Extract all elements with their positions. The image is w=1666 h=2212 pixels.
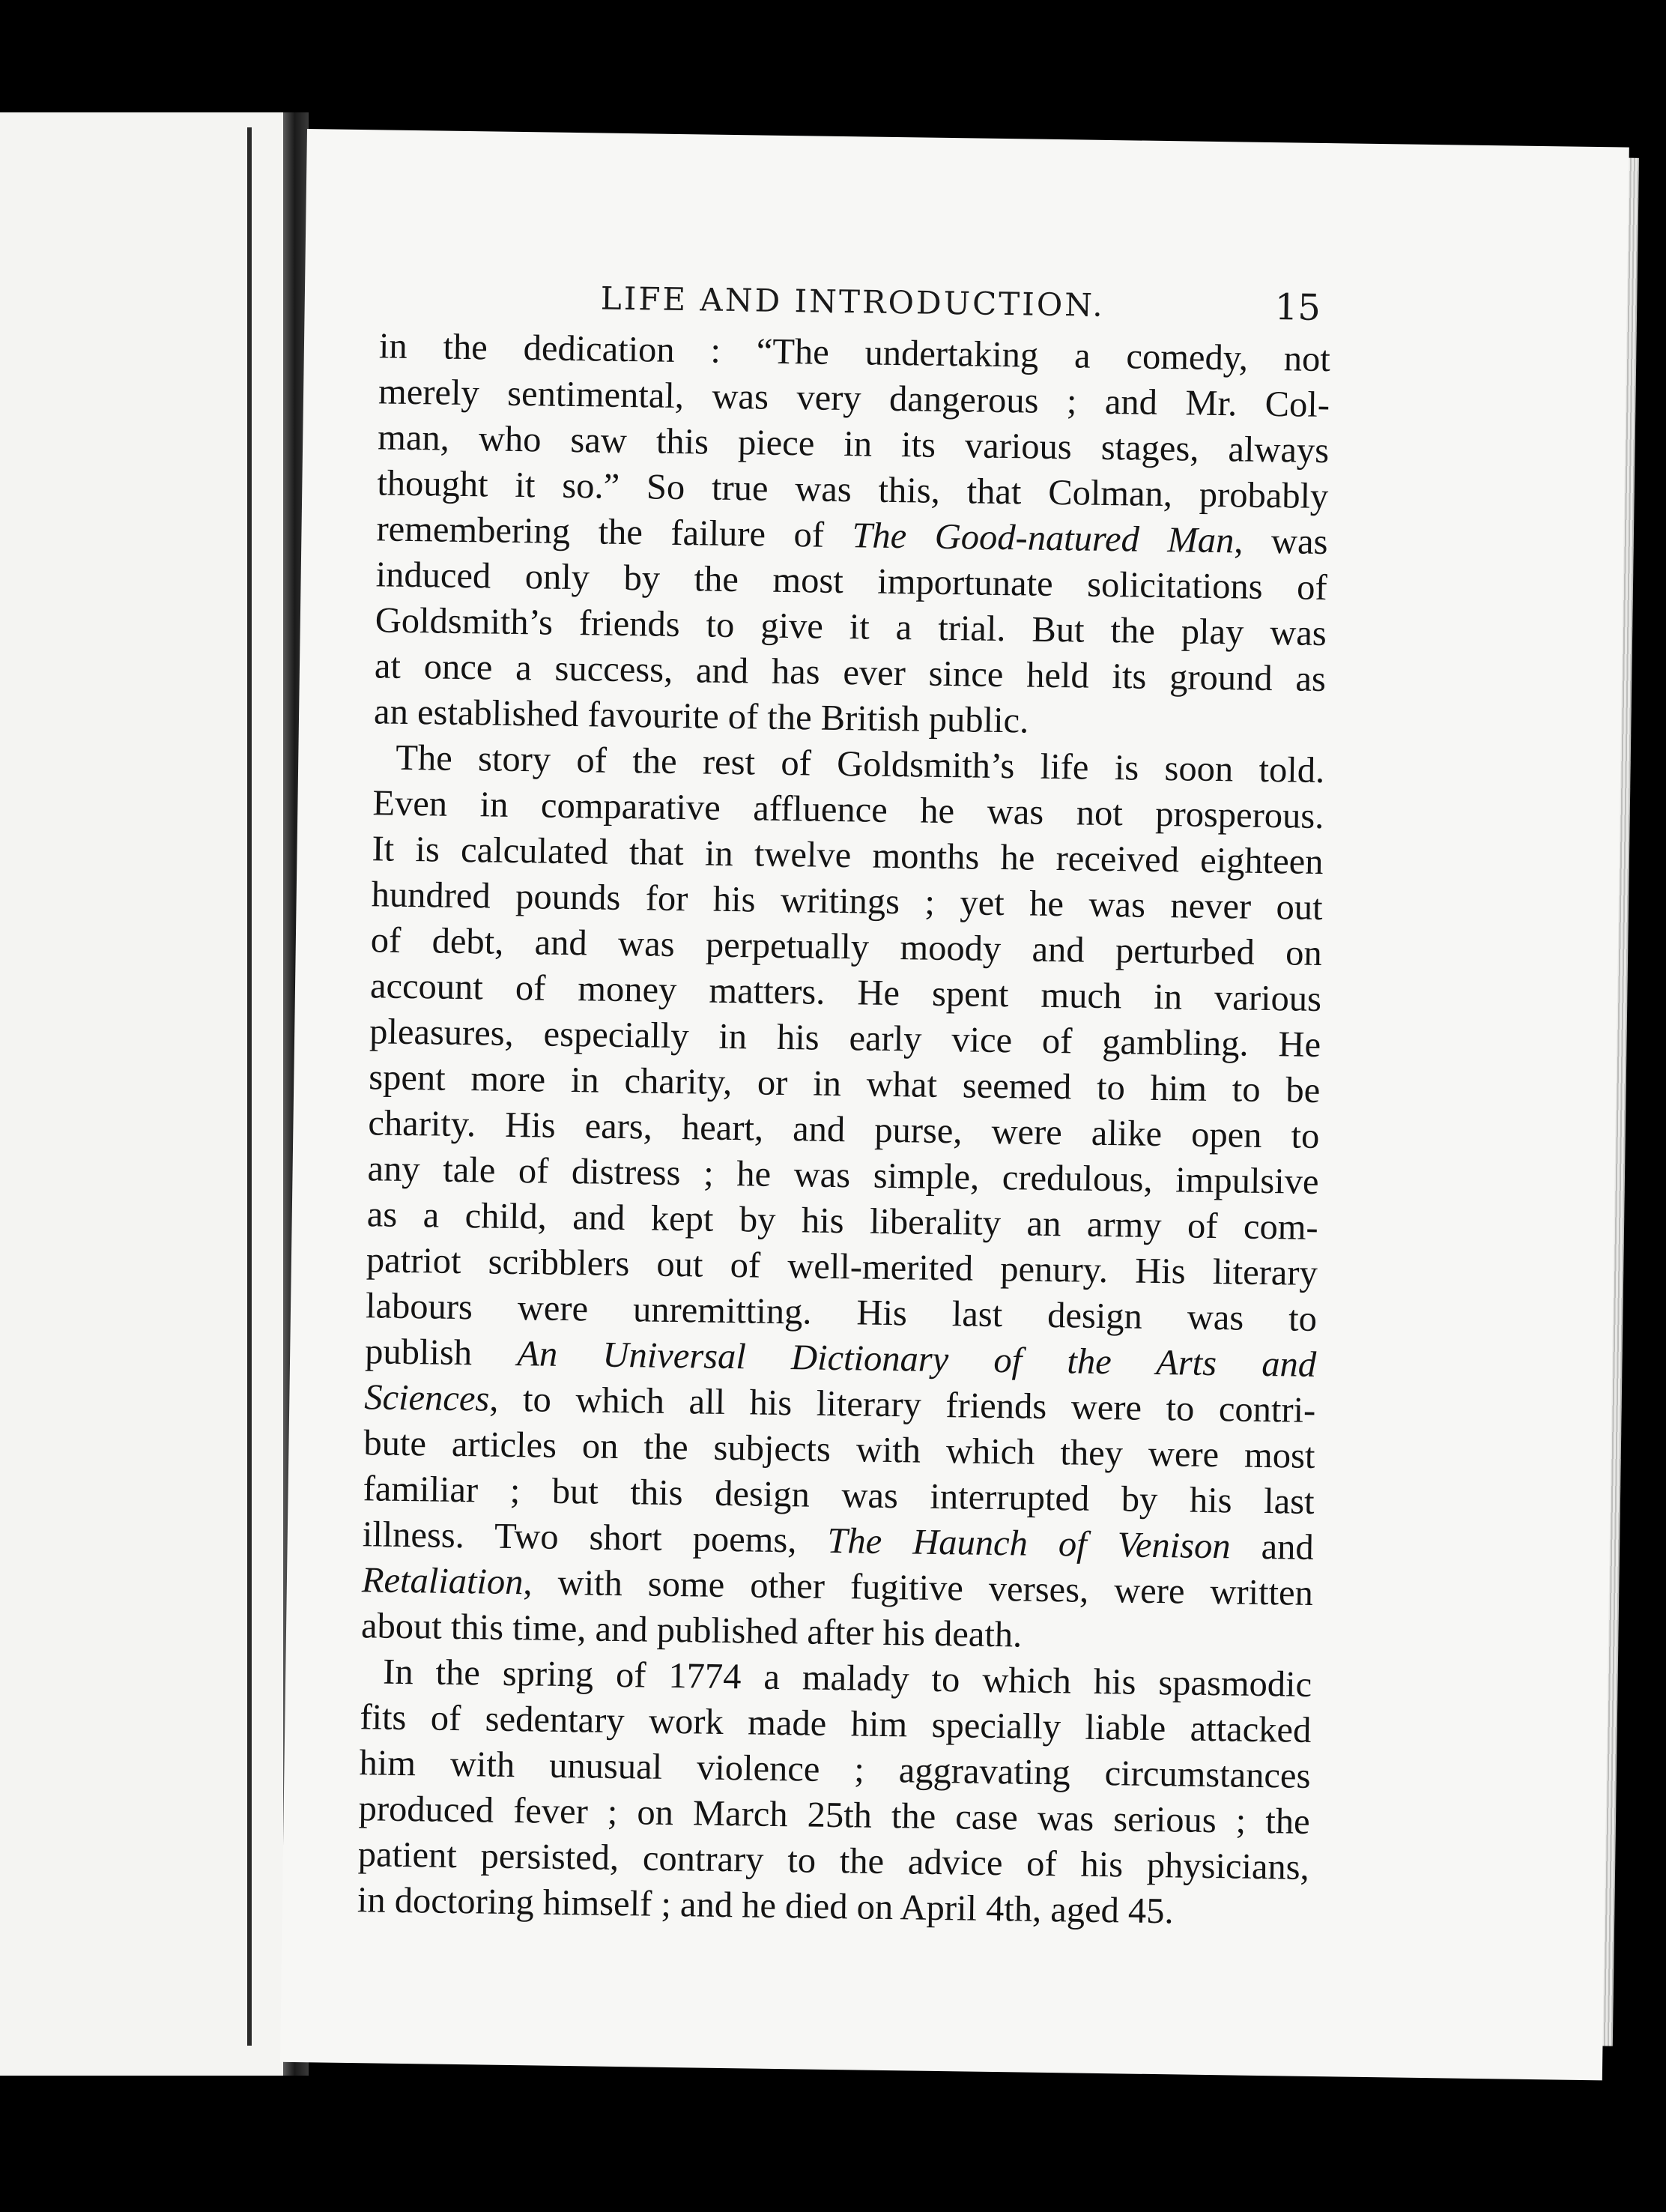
page-number: 15 bbox=[1274, 286, 1321, 329]
text-line: In the spring of 1774 a malady to which his spasmodic bbox=[382, 1652, 1312, 1705]
paragraph bbox=[357, 1649, 1312, 1936]
text-line: pleasures, especially in his early vice of gambling. He bbox=[369, 1012, 1321, 1066]
text-line: about this time, and published after his death. bbox=[360, 1606, 1023, 1655]
text-line: of debt, and was perpetually moody and perturbed on bbox=[370, 920, 1323, 974]
paragraph bbox=[361, 734, 1325, 1662]
text-line: charity. His ears, heart, and purse, were alike open to bbox=[368, 1103, 1320, 1156]
text-line: at once a success, and has ever since held its ground as bbox=[374, 646, 1327, 700]
running-head: LIFE AND INTRODUCTION. bbox=[600, 279, 1105, 324]
italic-title: Sciences bbox=[364, 1377, 490, 1419]
text-line: produced fever ; on March 25th the case was serious ; the bbox=[358, 1789, 1310, 1842]
text-line: spent more in charity, or in what seemed to him to be bbox=[368, 1057, 1321, 1111]
italic-title: The Good-natured Man bbox=[852, 516, 1235, 561]
italic-title: An Universal Dictionary of the Arts and bbox=[516, 1334, 1317, 1385]
right-text-page bbox=[280, 129, 1629, 2080]
text-line: familiar ; but this design was interrupted by his last bbox=[363, 1469, 1315, 1522]
text-line: induced only by the most importunate solicitations of bbox=[375, 554, 1327, 608]
text-line: any tale of distress ; he was simple, credulous, impulsive bbox=[367, 1149, 1319, 1202]
text-line: in doctoring himself ; and he died on April 4th, aged 45. bbox=[357, 1880, 1174, 1932]
text-line: thought it so.” So true was this, that Colman, probably bbox=[377, 463, 1329, 517]
body-text bbox=[357, 323, 1331, 1936]
text-line: It is calculated that in twelve months he received eighteen bbox=[372, 829, 1324, 883]
text-line: remembering the failure of The Good-natured Man, was bbox=[376, 509, 1328, 563]
text-line: patient persisted, contrary to the advice of his physicians, bbox=[357, 1834, 1310, 1888]
text-line: account of money matters. He spent much in various bbox=[369, 966, 1322, 1020]
text-line: Goldsmith’s friends to give it a trial. But the play was bbox=[375, 600, 1327, 654]
text-line: patriot scribblers out of well-merited penury. His literary bbox=[366, 1240, 1318, 1293]
left-blank-page bbox=[0, 112, 283, 2076]
italic-title: The Haunch of Venison bbox=[827, 1520, 1231, 1567]
text-line: Sciences, to which all his literary friends were to contri- bbox=[364, 1377, 1316, 1430]
text-line: illness. Two short poems, The Haunch of Venison and bbox=[362, 1514, 1315, 1568]
text-line: in the dedication : “The undertaking a comedy, not bbox=[378, 326, 1331, 380]
text-line: fits of sedentary work made him specially liable attacked bbox=[360, 1697, 1312, 1750]
text-line: The story of the rest of Goldsmith’s life is soon told. bbox=[395, 737, 1325, 791]
text-line: as a child, and kept by his liberality an army of com- bbox=[366, 1194, 1319, 1248]
text-line: man, who saw this piece in its various stages, always bbox=[377, 417, 1330, 471]
text-line: hundred pounds for his writings ; yet he was never out bbox=[371, 874, 1323, 928]
text-line: Even in comparative affluence he was not prosperous. bbox=[372, 783, 1324, 837]
paragraph bbox=[374, 323, 1331, 748]
text-line: merely sentimental, was very dangerous ; and Mr. Col- bbox=[378, 372, 1330, 426]
text-line: an established favourite of the British public. bbox=[373, 692, 1029, 741]
text-line: Retaliation, with some other fugitive verses, were written bbox=[361, 1560, 1314, 1613]
text-line: labours were unremitting. His last design was to bbox=[365, 1286, 1318, 1339]
text-line: him with unusual violence ; aggravating circumstances bbox=[359, 1743, 1311, 1796]
text-line: bute articles on the subjects with which they were most bbox=[363, 1423, 1315, 1476]
italic-title: Retaliation bbox=[361, 1560, 524, 1603]
text-line: publish An Universal Dictionary of the Arts and bbox=[364, 1332, 1317, 1385]
